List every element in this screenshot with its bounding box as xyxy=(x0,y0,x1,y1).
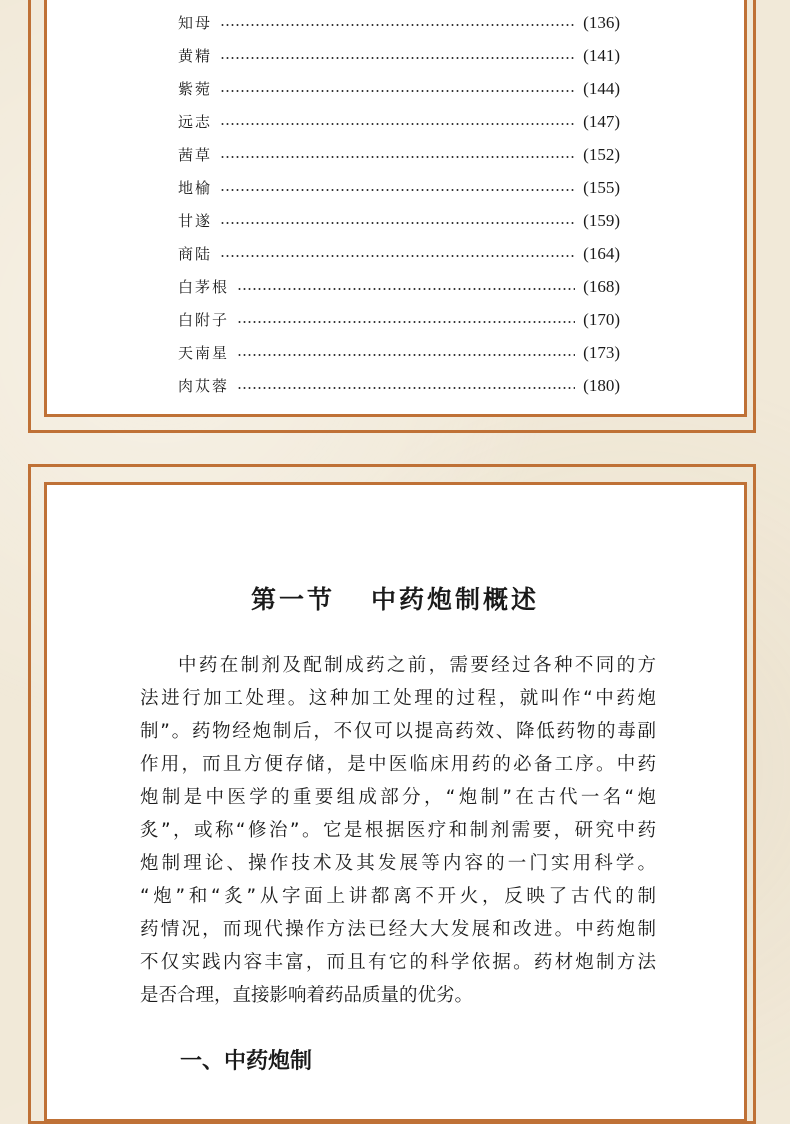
paragraph-line: 不仅实践内容丰富，而且有它的科学依据。药材炮制方法 xyxy=(140,952,656,973)
toc-leader-dots xyxy=(220,24,575,26)
toc-entry-page: (136) xyxy=(583,12,620,32)
toc-entry[interactable] xyxy=(178,39,620,72)
toc-leader-dots xyxy=(220,57,575,59)
toc-entry-name: 紫菀 xyxy=(178,80,213,98)
toc-entry-page: (141) xyxy=(583,45,620,65)
toc-entry[interactable] xyxy=(178,336,620,369)
toc-entry-page: (173) xyxy=(583,342,620,362)
toc-entry-name: 甘遂 xyxy=(178,212,213,230)
toc-entry[interactable] xyxy=(178,72,620,105)
toc-entry-name: 远志 xyxy=(178,113,213,131)
table-of-contents xyxy=(178,6,620,402)
toc-leader-dots xyxy=(237,321,575,323)
paragraph-line: 是否合理，直接影响着药品质量的优劣。 xyxy=(140,985,474,1006)
toc-entry[interactable] xyxy=(178,369,620,402)
toc-entry[interactable] xyxy=(178,270,620,303)
toc-entry-page: (144) xyxy=(583,78,620,98)
paragraph-line: 炮制理论、操作技术及其发展等内容的一门实用科学。 xyxy=(140,853,656,874)
toc-entry[interactable] xyxy=(178,237,620,270)
paragraph-line: 法进行加工处理。这种加工处理的过程，就叫作“中药炮 xyxy=(140,688,656,709)
toc-entry[interactable] xyxy=(178,105,620,138)
paragraph-line: “炮”和“炙”从字面上讲都离不开火，反映了古代的制 xyxy=(140,886,656,907)
toc-entry-name: 茜草 xyxy=(178,146,213,164)
toc-entry[interactable] xyxy=(178,204,620,237)
paragraph-line: 作用，而且方便存储，是中医临床用药的必备工序。中药 xyxy=(140,754,656,775)
toc-entry-page: (180) xyxy=(583,375,620,395)
toc-entry-page: (168) xyxy=(583,276,620,296)
toc-leader-dots xyxy=(220,222,575,224)
toc-entry-page: (159) xyxy=(583,210,620,230)
toc-entry-page: (147) xyxy=(583,111,620,131)
section-title xyxy=(0,580,790,616)
section-paragraph xyxy=(140,649,656,1012)
section-number: 第一节 xyxy=(250,585,335,614)
toc-entry-name: 商陆 xyxy=(178,245,213,263)
toc-entry[interactable] xyxy=(178,6,620,39)
toc-entry-name: 白茅根 xyxy=(178,278,230,296)
toc-leader-dots xyxy=(237,354,575,356)
paragraph-line: 中药在制剂及配制成药之前，需要经过各种不同的方 xyxy=(178,655,656,676)
toc-entry-name: 黄精 xyxy=(178,47,213,65)
toc-entry[interactable] xyxy=(178,138,620,171)
toc-leader-dots xyxy=(220,189,575,191)
toc-entry[interactable] xyxy=(178,171,620,204)
toc-entry-page: (152) xyxy=(583,144,620,164)
toc-leader-dots xyxy=(237,387,575,389)
toc-leader-dots xyxy=(220,90,575,92)
section-title-text: 中药炮制概述 xyxy=(371,585,540,614)
toc-leader-dots xyxy=(237,288,575,290)
toc-entry-name: 知母 xyxy=(178,14,213,32)
toc-entry-page: (164) xyxy=(583,243,620,263)
paragraph-line: 炙”，或称“修治”。它是根据医疗和制剂需要，研究中药 xyxy=(140,820,656,841)
subheading: 一、中药炮制 xyxy=(180,1049,313,1074)
paragraph-line: 制”。药物经炮制后，不仅可以提高药效、降低药物的毒副 xyxy=(140,721,656,742)
toc-entry-name: 地榆 xyxy=(178,179,213,197)
toc-entry-name: 肉苁蓉 xyxy=(178,377,230,395)
toc-leader-dots xyxy=(220,156,575,158)
toc-entry-page: (155) xyxy=(583,177,620,197)
toc-entry[interactable] xyxy=(178,303,620,336)
toc-leader-dots xyxy=(220,255,575,257)
toc-entry-page: (170) xyxy=(583,309,620,329)
toc-entry-name: 天南星 xyxy=(178,344,230,362)
toc-leader-dots xyxy=(220,123,575,125)
paragraph-line: 炮制是中医学的重要组成部分，“炮制”在古代一名“炮 xyxy=(140,787,656,808)
toc-entry-name: 白附子 xyxy=(178,311,230,329)
paragraph-line: 药情况，而现代操作方法已经大大发展和改进。中药炮制 xyxy=(140,919,656,940)
